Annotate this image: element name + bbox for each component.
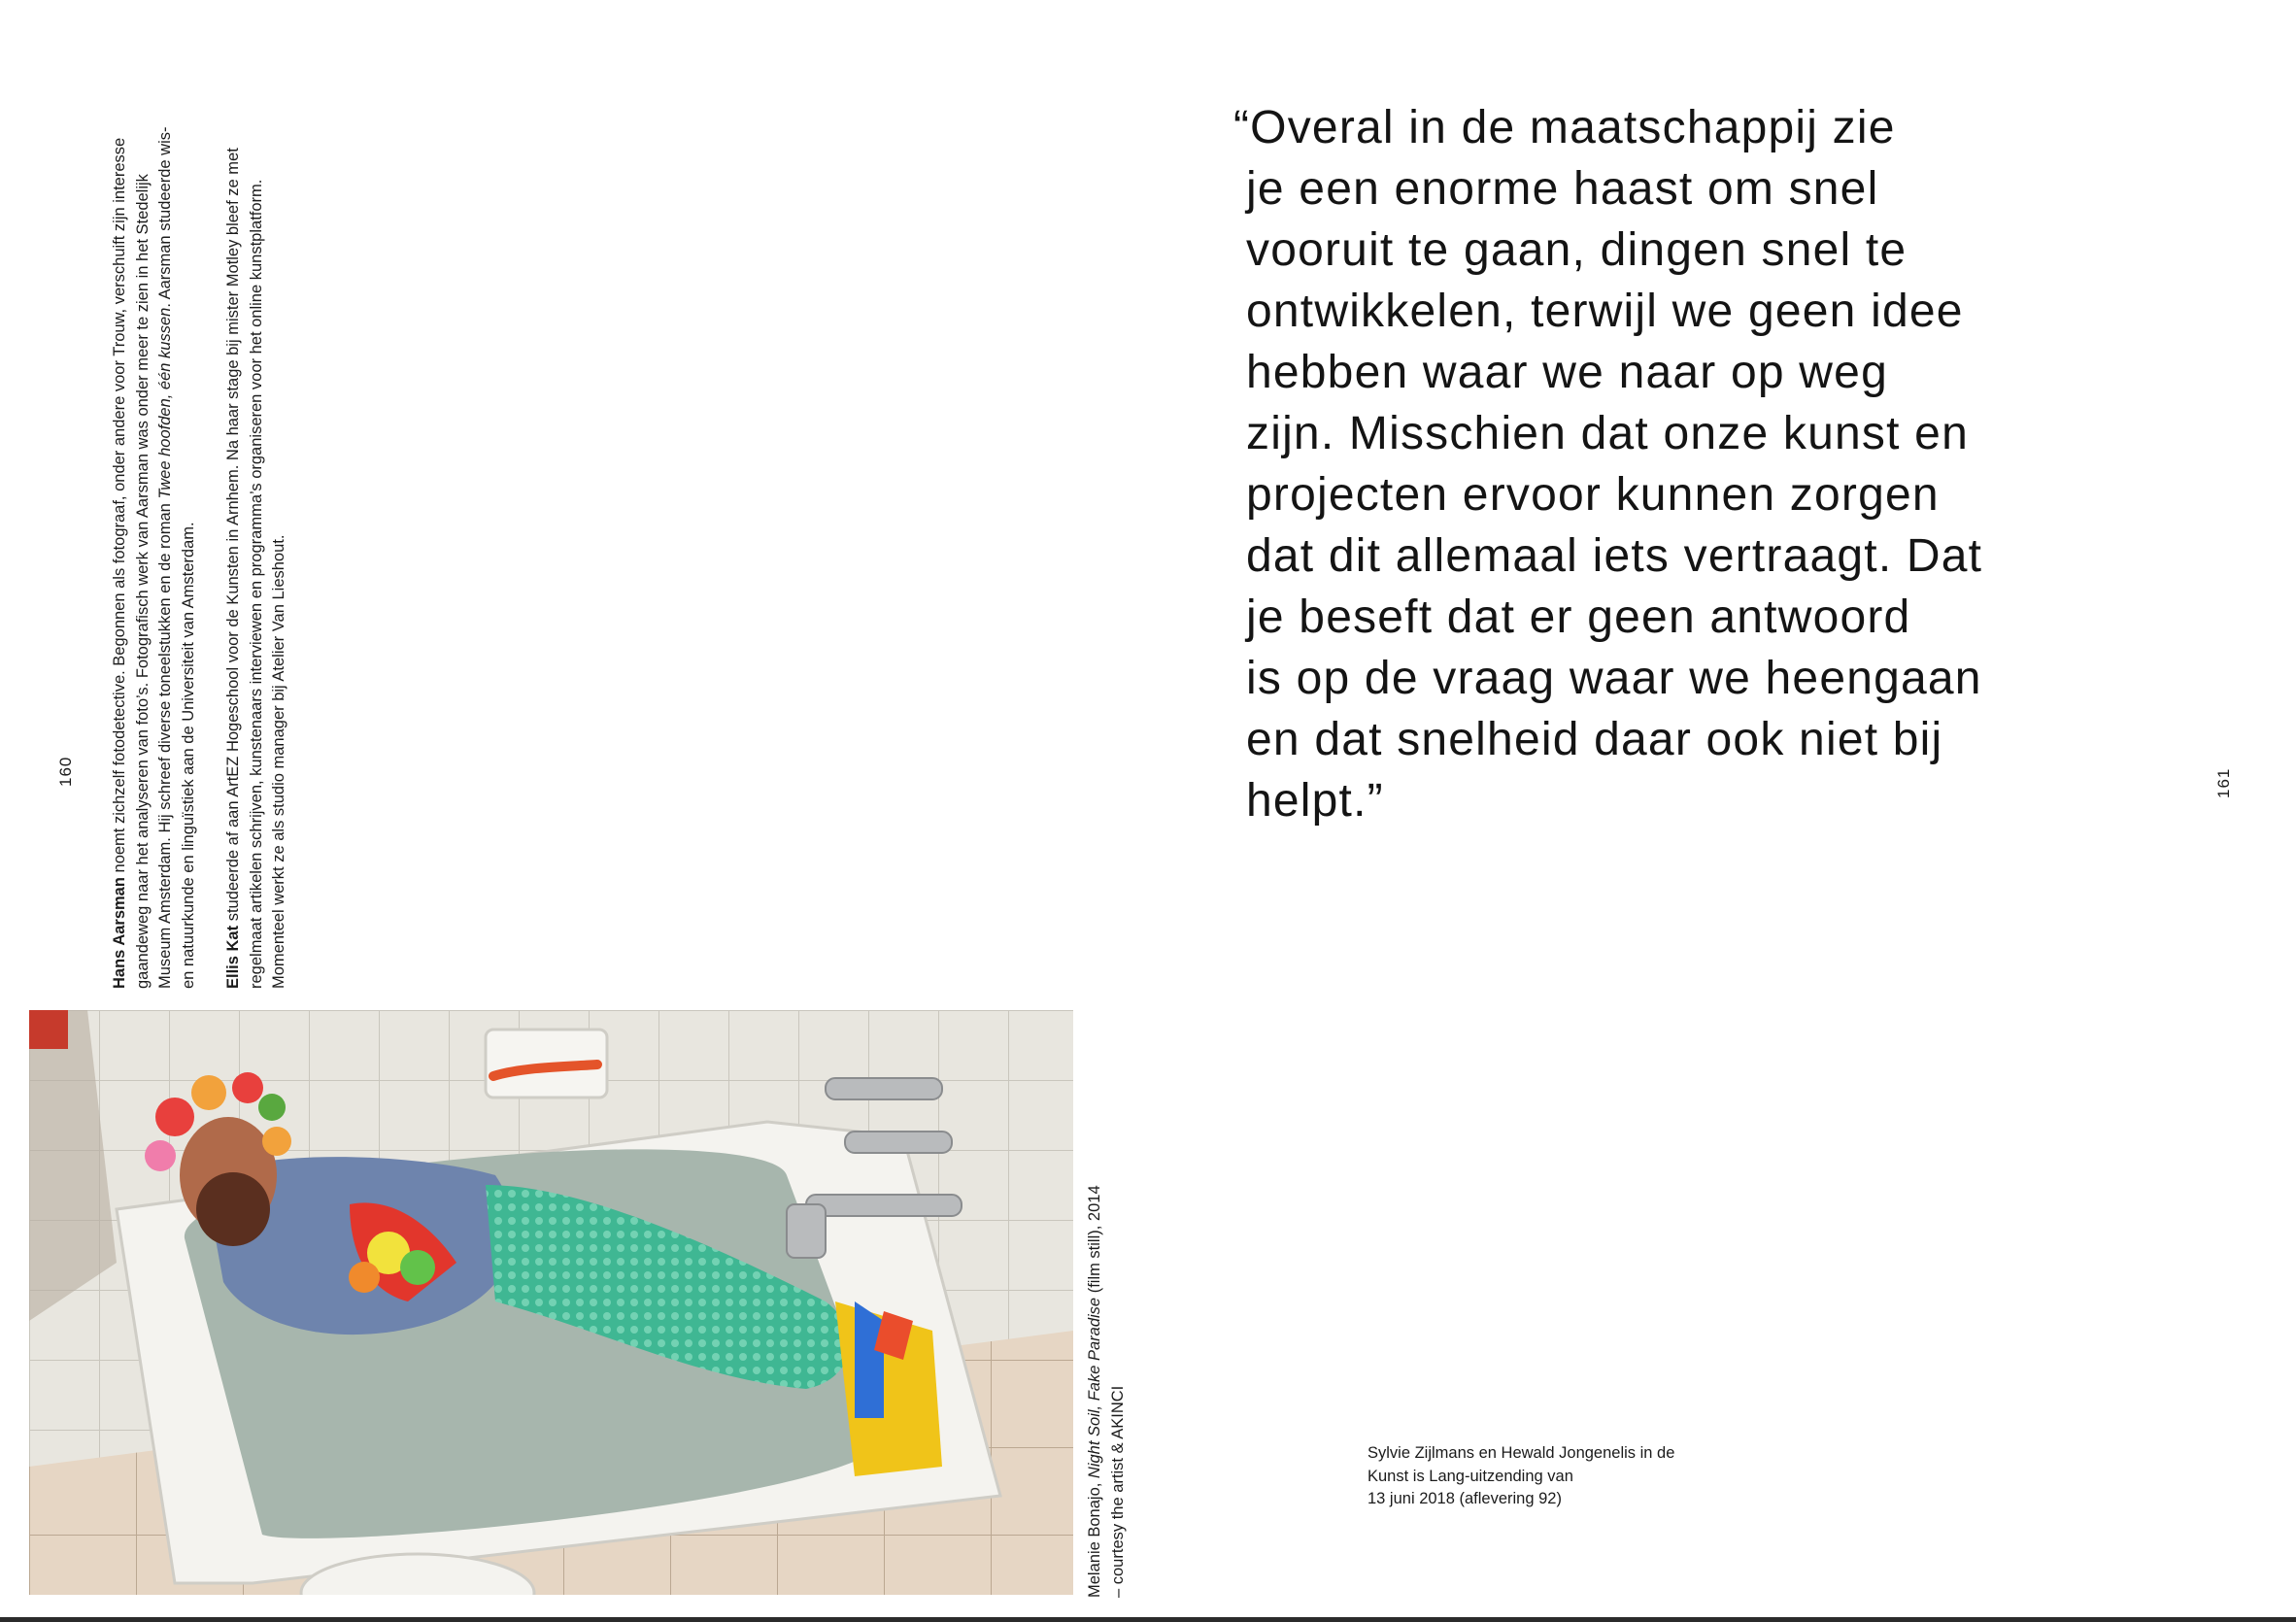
quote-line: ontwikkelen, terwijl we geen idee [1246, 286, 1964, 337]
quote-line: je beseft dat er geen antwoord [1246, 591, 1911, 643]
quote-line: hebben waar we naar op weg [1246, 347, 1888, 398]
artwork-title: Night Soil, Fake Paradise [1086, 1297, 1103, 1479]
quote-line: zijn. Misschien dat onze kunst en [1246, 408, 1969, 459]
credit-line: Sylvie Zijlmans en Hewald Jongenelis in de [1367, 1444, 1675, 1462]
photo-caption: Melanie Bonajo, Night Soil, Fake Paradise (film still), 2014 – courtesy the artist & AKINCI [1086, 1185, 1127, 1598]
contributor-bios [109, 115, 303, 989]
credit-line: Kunst is Lang-uitzending van [1367, 1467, 1573, 1485]
quote-line: “Overal in de maatschappij zie [1233, 102, 1896, 153]
page-number-right: 161 [2214, 767, 2233, 798]
bio-name: Ellis Kat [224, 925, 242, 989]
quote-line: is op de vraag waar we heengaan [1246, 653, 1982, 704]
pull-quote [1233, 97, 2178, 831]
quote-line: en dat snelheid daar ook niet bij [1246, 714, 1943, 765]
book-title: Twee hoofden, één kussen [156, 307, 174, 499]
quote-line: je een enorme haast om snel [1246, 163, 1879, 215]
bio-ellis-kat: Ellis Kat studeerde af aan ArtEZ Hogeschool voor de Kunsten in Arnhem. Na haar stage bij mister Motley bleef ze met regelmaat artikelen schrijven, kunstenaars interviewen en programma’s organiseren voor het online kunstplatform. Momenteel werkt ze als studio manager bij Atelier Van Lieshout. [224, 148, 287, 989]
quote-line: dat dit allemaal iets vertraagt. Dat [1246, 530, 1983, 582]
bathtub-scene-illustration [29, 1010, 1073, 1595]
bottom-edge-rule [0, 1617, 2296, 1622]
quote-line: vooruit te gaan, dingen snel te [1246, 224, 1908, 276]
film-still-photo [29, 1010, 1073, 1595]
bio-hans-aarsman: Hans Aarsman noemt zichzelf fotodetective. Begonnen als fotograaf, onder andere voor Trouw, verschuift zijn interesse gaandeweg naar het analyseren van foto’s. Fotografisch werk van Aarsman was onder meer te zien in het Stedelijk Museum Amsterdam. Hij schreef diverse toneelstukken en de roman Twee hoofden, één kussen. Aarsman studeerde wis- en natuurkunde en linguïstiek aan de Universiteit van Amsterdam. [111, 126, 197, 989]
quote-line: helpt.” [1246, 775, 1384, 827]
credit-line: 13 juni 2018 (aflevering 92) [1367, 1490, 1562, 1507]
broadcast-credit [1367, 1442, 1717, 1511]
bio-name: Hans Aarsman [111, 877, 128, 989]
quote-line: projecten ervoor kunnen zorgen [1246, 469, 1940, 521]
page-number-left: 160 [56, 756, 75, 787]
